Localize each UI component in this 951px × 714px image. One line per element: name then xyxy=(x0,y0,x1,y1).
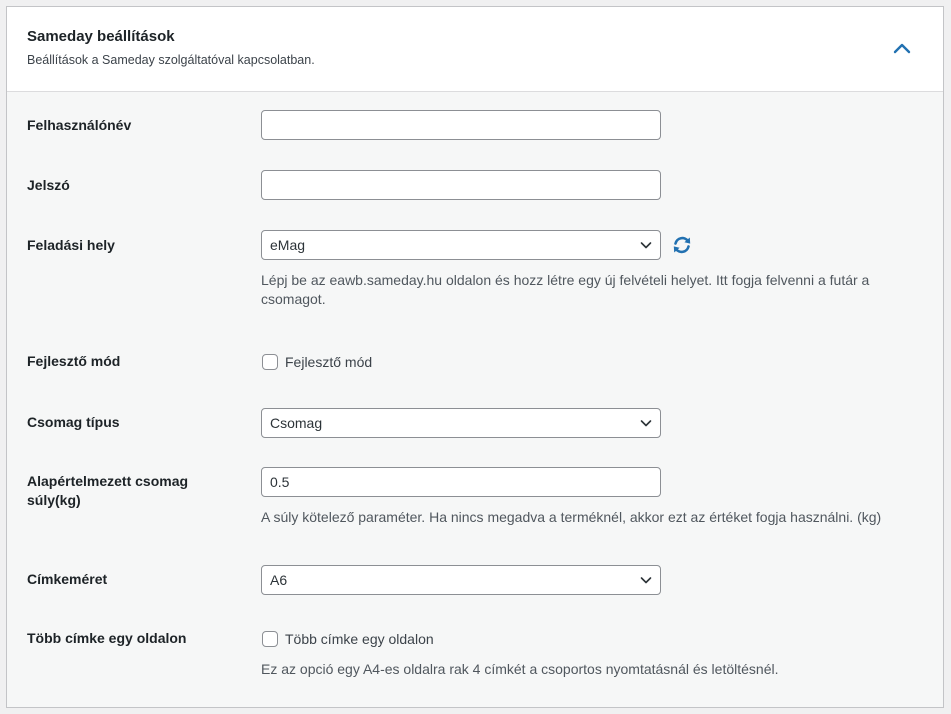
collapse-button[interactable] xyxy=(887,35,917,61)
multi-label-checkbox-label[interactable]: Több címke egy oldalon xyxy=(285,631,434,647)
username-input[interactable] xyxy=(261,110,661,140)
package-type-label: Csomag típus xyxy=(27,414,120,430)
chevron-down-icon xyxy=(640,240,652,250)
dev-mode-label: Fejlesztő mód xyxy=(27,353,121,369)
panel-header xyxy=(7,7,943,92)
multi-label-checkbox[interactable] xyxy=(262,631,278,647)
dev-mode-checkbox[interactable] xyxy=(262,354,278,370)
pickup-point-select[interactable] xyxy=(261,230,661,260)
pickup-point-description: Lépj be az eawb.sameday.hu oldalon és hozz létre egy új felvételi helyet. Itt fogja felvenni a futár a csomagot. xyxy=(261,272,870,307)
refresh-icon xyxy=(671,234,693,256)
username-label: Felhasználónév xyxy=(27,117,132,133)
settings-panel xyxy=(6,6,944,708)
label-size-label: Címkeméret xyxy=(27,571,108,587)
package-type-select[interactable] xyxy=(261,408,661,438)
password-input[interactable] xyxy=(261,170,661,200)
multi-label-description: Ez az opció egy A4-es oldalra rak 4 címkét a csoportos nyomtatásnál és letöltésnél. xyxy=(261,661,779,677)
chevron-down-icon xyxy=(640,418,652,428)
default-weight-label: Alapértelmezett csomag súly(kg) xyxy=(27,473,189,508)
panel-title: Sameday beállítások xyxy=(27,28,175,45)
refresh-pickup-points-button[interactable] xyxy=(671,234,693,256)
multi-label-label: Több címke egy oldalon xyxy=(27,630,187,646)
label-size-value: A6 xyxy=(270,572,288,588)
panel-subtitle: Beállítások a Sameday szolgáltatóval kapcsolatban. xyxy=(27,53,315,67)
default-weight-description: A súly kötelező paraméter. Ha nincs megadva a terméknél, akkor ezt az értéket fogja használni. (kg) xyxy=(261,509,882,525)
chevron-up-icon xyxy=(893,42,911,54)
chevron-down-icon xyxy=(640,575,652,585)
pickup-point-label: Feladási hely xyxy=(27,237,115,253)
pickup-point-value: eMag xyxy=(270,237,306,253)
label-size-select[interactable] xyxy=(261,565,661,595)
default-weight-input[interactable] xyxy=(261,467,661,497)
package-type-value: Csomag xyxy=(270,415,323,431)
password-label: Jelszó xyxy=(27,177,70,193)
dev-mode-checkbox-label[interactable]: Fejlesztő mód xyxy=(285,354,373,370)
